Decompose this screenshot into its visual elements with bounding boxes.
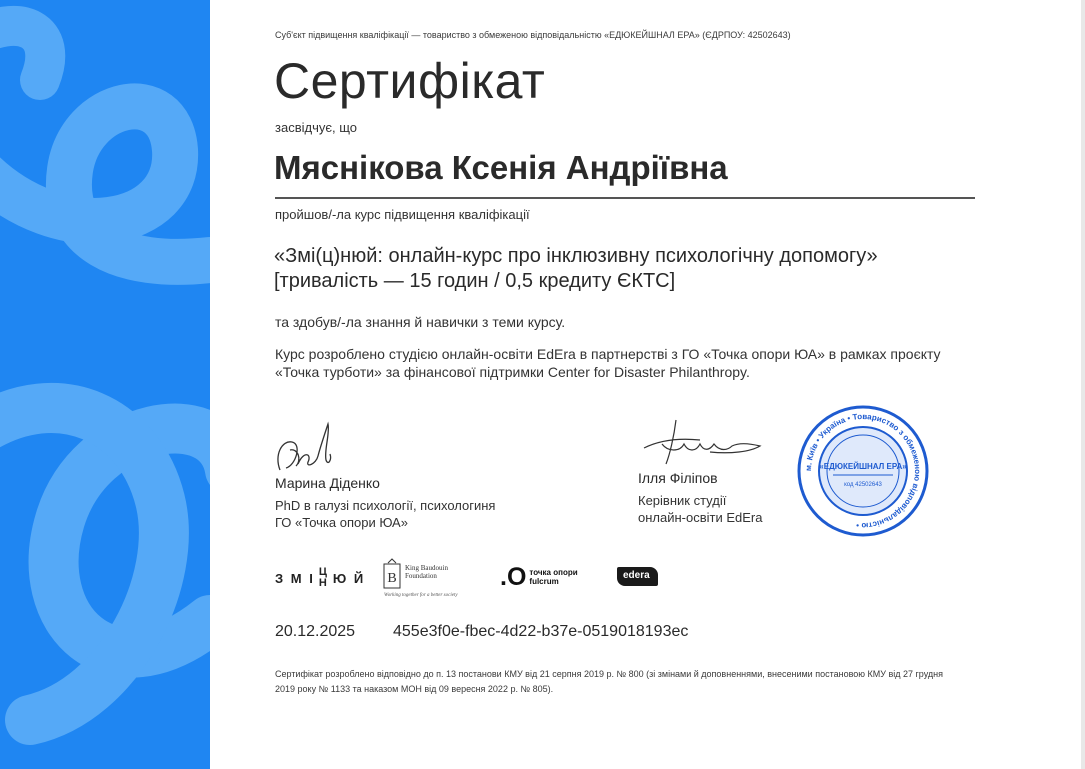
- certifies-text: засвідчує, що: [275, 120, 357, 135]
- stamp-ring-text: м. Київ • Україна • Товариство з обмеженою відповідальністю •: [803, 411, 923, 531]
- swirl-decoration: [0, 0, 210, 769]
- certificate-id: 455e3f0e-fbec-4d22-b37e-0519018193ec: [393, 623, 689, 640]
- legal-note: Сертифікат розроблено відповідно до п. 13 постанови КМУ від 21 серпня 2019 р. № 800 (зі змінами й доповненнями, внесеними постановою КМУ від 27 грудня 2019 року № 1133 та наказом МОН від 09 вересня 2022 р. № 805).: [275, 669, 943, 694]
- certificate-title: Сертифікат: [274, 53, 546, 109]
- course-duration: [тривалість — 15 годин / 0,5 кредиту ЄКТС]: [274, 270, 676, 292]
- page-edge: [1081, 0, 1085, 769]
- zminyui-logo: [275, 567, 365, 589]
- signature-filipov: [640, 418, 765, 473]
- crest-letter: B: [387, 571, 397, 586]
- signatory-role: [275, 497, 575, 531]
- course-name: «Змі(ц)нюй: онлайн-курс про інклюзивну психологічну допомогу»: [274, 245, 878, 267]
- signatory-name: Ілля Філіпов: [638, 470, 718, 486]
- signatory-role-line: онлайн-освіти EdEra: [638, 510, 763, 525]
- decorative-side-band: [0, 0, 210, 769]
- logo-text: Foundation: [405, 572, 437, 580]
- edera-logo: edera: [617, 567, 658, 586]
- signature-didenko: [272, 420, 342, 483]
- issue-date: 20.12.2025: [275, 623, 356, 640]
- course-title: [274, 244, 994, 294]
- logo-text: З М І: [275, 570, 315, 586]
- signatory-role-line: PhD в галузі психології, психологиня: [275, 498, 496, 513]
- logo-text: Н: [318, 577, 329, 589]
- signatory-role: [638, 492, 798, 526]
- name-underline: [275, 197, 975, 199]
- course-about: Курс розроблено студією онлайн-освіти EdEra в партнерстві з ГО «Точка опори ЮА» в рамках проєкту «Точка турботи» за фінансової підтримки Center for Disaster Philanthropy.: [275, 346, 941, 380]
- fulcrum-logo: [500, 563, 578, 591]
- provider-note: Суб'єкт підвищення кваліфікації — товариство з обмеженою відповідальністю «ЕДЮКЕЙШНАЛ ЕРА» (ЄДРПОУ: 42502643): [275, 30, 791, 40]
- stamp-center-name: «ЕДЮКЕЙШНАЛ ЕРА»: [819, 462, 907, 471]
- company-stamp: [795, 403, 931, 544]
- logo-text: King Baudouin: [405, 564, 448, 572]
- gained-text: та здобув/-ла знання й навички з теми курсу.: [275, 314, 566, 330]
- signatory-name: Марина Діденко: [275, 475, 380, 491]
- crest-icon: [383, 558, 401, 590]
- signatory-role-line: ГО «Точка опори ЮА»: [275, 515, 408, 530]
- stamp-code: код 42502643: [844, 482, 882, 488]
- completed-text: пройшов/-ла курс підвищення кваліфікації: [275, 207, 530, 222]
- signatory-role-line: Керівник студії: [638, 493, 727, 508]
- recipient-name: Мяснікова Ксенія Андріївна: [274, 149, 728, 186]
- logo-text: точка опори: [529, 568, 578, 577]
- logo-text: fulcrum: [529, 577, 559, 586]
- logo-text: Ц: [318, 566, 329, 578]
- king-baudouin-logo: [383, 558, 448, 590]
- fulcrum-mark: .O: [500, 563, 527, 591]
- kbf-tagline: Working together for a better society: [384, 593, 458, 598]
- logo-text: Ю Й: [332, 570, 366, 586]
